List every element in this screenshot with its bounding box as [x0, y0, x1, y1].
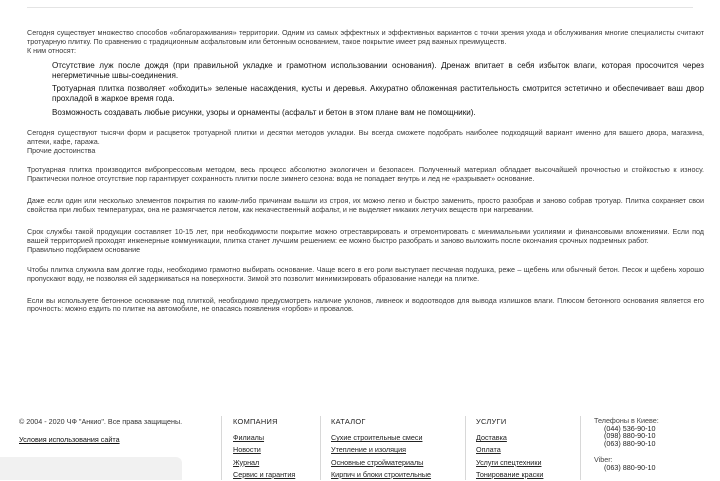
footer-link-insulation[interactable]: Утепление и изоляция	[331, 445, 407, 455]
footer-link-dry-mixes[interactable]: Сухие строительные смеси	[331, 433, 423, 442]
copyright: © 2004 - 2020 ЧФ "Анкио". Все права защищены.	[19, 417, 183, 426]
site-footer	[0, 408, 720, 480]
article-intro: Сегодня существует множество способов «облагораживания» территории. Одним из самых эффектных и эффективных вариантов с точки зрения ухода и обслуживания многие специалисты считают тротуарную плитку. По сравнению с традиционным асфальтовым или бетонным основанием, такое покрытие имеет ряд важных преимуществ.	[27, 28, 704, 46]
article-paragraph: Если вы используете бетонное основание под плиткой, необходимо предусмотреть наличие уклонов, ливнеок и водоотводов для вывода излишков влаги. Плюсом бетонного основания является его прочность: можно ездить по плитке на автомобиле, не опасаясь появления «горбов» и провалов.	[27, 295, 704, 314]
footer-link-delivery[interactable]: Доставка	[476, 433, 507, 442]
footer-col-company	[233, 417, 295, 481]
footer-divider	[580, 416, 581, 480]
footer-divider	[320, 416, 321, 480]
list-intro: К ним относят:	[27, 45, 76, 55]
viber-label: Viber:	[594, 455, 613, 465]
viber-phone[interactable]: (063) 880-90-10	[604, 462, 656, 472]
list-item: Возможность создавать любые рисунки, узоры и орнаменты (асфальт и бетон в этом плане вам не помощники).	[52, 107, 476, 117]
section-heading-base: Правильно подбираем основание	[27, 244, 141, 254]
article-paragraph: Срок службы такой продукции составляет 10-15 лет, при необходимости покрытие можно отреставрировать и отремонтировать с минимальными усилиями и финансовыми вложениями. Если под вашей территорией проходят инженерные коммуникации, плитка станет лучшим решением: ее можно быстро разобрать и заново выложить после окончания срочных подземных работ.	[27, 227, 704, 245]
footer-divider	[465, 416, 466, 480]
footer-heading-company: КОМПАНИЯ	[233, 417, 278, 426]
footer-col-services	[476, 417, 543, 481]
footer-contacts	[594, 417, 659, 472]
footer-panel	[0, 457, 182, 480]
footer-heading-catalog: КАТАЛОГ	[331, 417, 366, 426]
top-divider	[27, 7, 693, 8]
list-item: Тротуарная плитка позволяет «обходить» зеленые насаждения, кусты и деревья. Аккуратно обложенная растительность смотрится эстетично и обеспечивает ваш двор прохладой в жаркое время года.	[52, 84, 704, 104]
footer-link-news[interactable]: Новости	[233, 445, 261, 455]
advantages-list	[27, 61, 704, 118]
footer-link-bricks[interactable]: Кирпич и блоки строительные	[331, 469, 432, 479]
phone-number[interactable]: (044) 536-90-10	[604, 423, 656, 433]
footer-link-materials[interactable]: Основные стройматериалы	[331, 457, 424, 467]
footer-link-journal[interactable]: Журнал	[233, 457, 260, 467]
section-heading-advantages: Прочие достоинства	[27, 145, 96, 155]
phones-label: Телефоны в Киеве:	[594, 416, 659, 425]
footer-col-catalog	[331, 417, 431, 481]
footer-divider	[221, 416, 222, 480]
list-item: Отсутствие луж после дождя (при правильной укладке и грамотном использовании основания). Дренаж впитает в себя избыток влаги, которая просочится через негерметичные швы-соединения.	[52, 60, 704, 80]
footer-link-machinery[interactable]: Услуги спецтехники	[476, 457, 542, 467]
article-forms: Сегодня существуют тысячи форм и расцветок тротуарной плитки и десятки методов укладки. Вы всегда сможете подобрать наиболее подходящий вариант именно для вашего двора, магазина, аптеки, кафе, гаража.	[27, 127, 704, 146]
phone-number[interactable]: (098) 880-90-10	[604, 431, 656, 441]
footer-link-tinting[interactable]: Тонирование краски	[476, 469, 544, 479]
footer-heading-services: УСЛУГИ	[476, 417, 507, 426]
article-paragraph: Даже если один или несколько элементов покрытия по каким-либо причинам вышли из строя, их можно легко и быстро заменить, просто разобрав и заново собрав тротуар. Плитка сохраняет свои свойства при любых температурах, она не размягчается летом, как некачественный асфальт, и не выделяет никаких летучих веществ при нагревании.	[27, 196, 704, 215]
footer-link-service[interactable]: Сервис и гарантия	[233, 469, 296, 479]
phone-number[interactable]: (063) 880-90-10	[604, 438, 656, 448]
article-paragraph: Тротуарная плитка производится вибропрессовым методом, весь процесс абсолютно экологичен и безопасен. Полученный материал обладает высочайшей прочностью и стойкостью к износу. Практически полное отсутствие пор гарантирует сохранность плитки после зимнего сезона: вода не попадает внутрь и лед не «разрывает» основание.	[27, 165, 704, 184]
terms-link[interactable]: Условия использования сайта	[19, 435, 120, 444]
article-content	[27, 29, 704, 314]
footer-link-payment[interactable]: Оплата	[476, 445, 501, 455]
article-paragraph: Чтобы плитка служила вам долгие годы, необходимо грамотно выбирать основание. Чаще всего в его роли выступает песчаная подушка, реже – щебень или обычный бетон. Песок и щебень хорошо пропускают воду, не позволяя ей задерживаться на поверхности. Зимой это позволит минимизировать образование наледи на плитке.	[27, 264, 704, 283]
footer-link-branches[interactable]: Филиалы	[233, 433, 265, 442]
